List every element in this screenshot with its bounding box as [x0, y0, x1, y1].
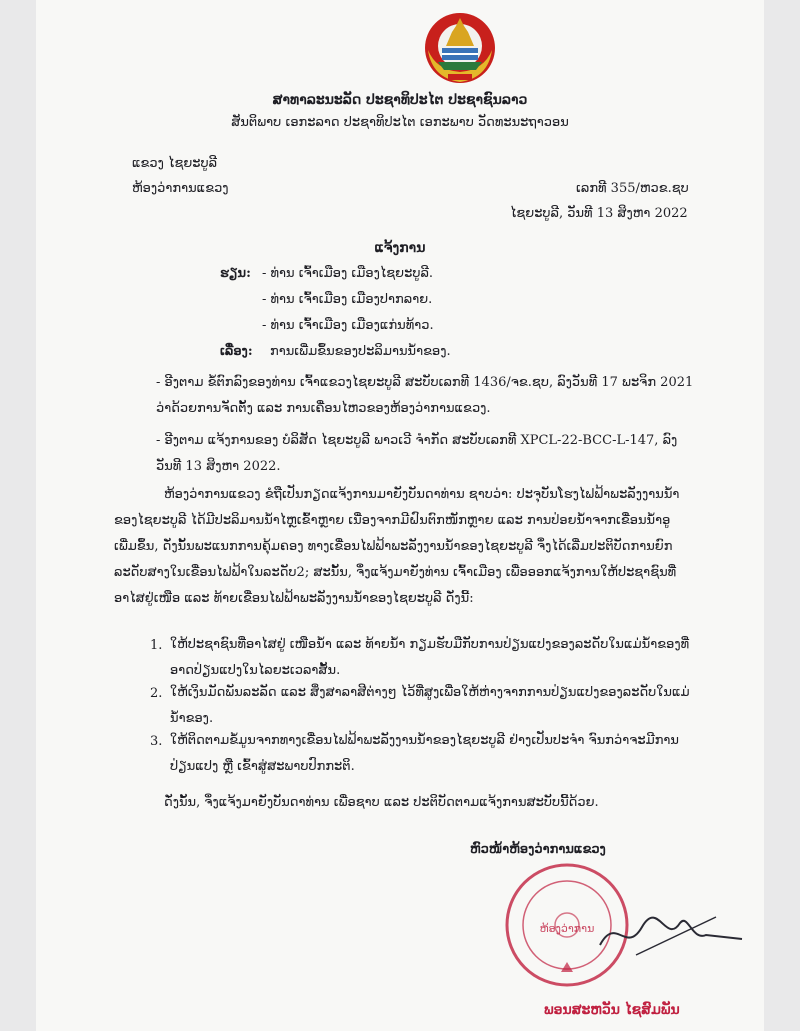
country-name: ສາທາລະນະລັດ ປະຊາທິປະໄຕ ປະຊາຊົນລາວ [272, 92, 528, 108]
place-and-date: ໄຊຍະບູລີ, ວັນທີ 13 ສິງຫາ 2022 [510, 206, 688, 221]
recipient-item: - ທ່ານ ເຈົ້າເມືອງ ເມືອງປາກລາຍ. [262, 292, 433, 307]
closing-paragraph: ດັ່ງນັ້ນ, ຈຶ່ງແຈ້ງມາຍັງບັນດາທ່ານ ເພື່ອຊາບ ແລະ ປະຕິບັດຕາມແຈ້ງການສະບັບນີ້ດ້ວຍ. [164, 795, 599, 810]
document-title: ແຈ້ງການ [374, 240, 426, 256]
recipient-item: - ທ່ານ ເຈົ້າເມືອງ ເມືອງໄຊຍະບູລີ. [262, 266, 434, 281]
recipients-label: ຮຽນ: [220, 266, 251, 281]
reference-number: ເລກທີ 355/ຫວຂ.ຊບ [576, 181, 689, 196]
subject-label: ເລື່ອງ: [220, 344, 253, 359]
signatory-title: ຫົວໜ້າຫ້ອງວ່າການແຂວງ [470, 842, 606, 857]
national-emblem-icon [418, 8, 502, 86]
handwritten-signature-icon [596, 905, 746, 965]
instruction-text: ໃຫ້ປະຊາຊົນທີ່ອາໄສຢູ່ ເໜືອນ້ຳ ແລະ ທ້າຍນ້ຳ ກຽມຮັບມືກັບການປ່ຽນແປງຂອງລະດັບໃນແມ່ນ້ຳຂອງທີ່ອາດປ່ຽນແປງໃນໄລຍະເວລາສັ້ນ. [170, 637, 690, 678]
instruction-text: ໃຫ້ເງິນມັດພັນລະລັດ ແລະ ສິ່ງສາລາສີຕ່າງໆ ໄວ້ທີ່ສູງເພື່ອໃຫ້ຫ່າງຈາກການປ່ຽນແປງຂອງລະດັບໃນແມ່ນ້ຳຂອງ. [170, 685, 690, 726]
national-motto: ສັນຕິພາບ ເອກະລາດ ປະຊາທິປະໄຕ ເອກະພາບ ວັດທະນະຖາວອນ [231, 115, 569, 130]
reference-item: - ອີງຕາມ ແຈ້ງການຂອງ ບໍລິສັດ ໄຊຍະບູລີ ພາວເວີ ຈຳກັດ ສະບັບເລກທີ XPCL-22-BCC-L-147, ລົງວັນທີ 13 ສິງຫາ 2022. [156, 433, 678, 474]
document-page [36, 0, 764, 1031]
subject-text: ການເພີ່ມຂຶ້ນຂອງປະລິມານນ້ຳຂອງ. [270, 344, 451, 359]
issuer-province: ແຂວງ ໄຊຍະບູລີ [132, 156, 218, 171]
signer-name: ພອນສະຫວັນ ໄຊສົມພັນ [544, 1002, 680, 1018]
instruction-number: 2. [150, 686, 163, 701]
instruction-text: ໃຫ້ຕິດຕາມຂໍ້ມູນຈາກທາງເຂື່ອນໄຟຟ້າພະລັງງານນ້ຳຂອງໄຊຍະບູລີ ຢ່າງເປັນປະຈຳ ຈົນກວ່າຈະມີການປ່ຽນແປງ ຫຼື ເຂົ້າສູ່ສະພາບປົກກະຕິ. [170, 733, 679, 774]
issuer-office: ຫ້ອງວ່າການແຂວງ [132, 181, 229, 196]
reference-item: - ອີງຕາມ ຂໍ້ຕົກລົງຂອງທ່ານ ເຈົ້າແຂວງໄຊຍະບູລີ ສະບັບເລກທີ 1436/ຈຂ.ຊບ, ລົງວັນທີ 17 ພະຈິກ 2021 ວ່າດ້ວຍການຈັດຕັ້ງ ແລະ ການເຄື່ອນໄຫວຂອງຫ້ອງວ່າການແຂວງ. [156, 375, 694, 416]
instruction-number: 1. [150, 638, 163, 653]
body-paragraph: ຫ້ອງວ່າການແຂວງ ຂໍຖືເປັນກຽດແຈ້ງການມາຍັງບັນດາທ່ານ ຊາບວ່າ: ປະຈຸບັນໂຮງໄຟຟ້າພະລັງງານນ້ຳຂອງໄຊຍະບູລີ ໄດ້ມີປະລິມານນ້ຳໄຫຼເຂົ້າຫຼາຍ ເນື່ອງຈາກມີຝົນຕົກໜັກຫຼາຍ ແລະ ການປ່ອຍນ້ຳຈາກເຂື່ອນນ້ຳອູເພີ່ມຂຶ້ນ, ດັ່ງນັ້ນພະແນກການຄຸ້ມຄອງ ທາງເຂື່ອນໄຟຟ້າພະລັງງານນ້ຳຂອງໄຊຍະບູລີ ຈຶ່ງໄດ້ເລີ່ມປະຕິບັດການຍົກລະດັບສາງໃນເຂື່ອນໄຟຟ້າໃນລະດັບ2; ສະນັ້ນ, ຈຶ່ງແຈ້ງມາຍັງທ່ານ ເຈົ້າເມືອງ ເພື່ອອອກແຈ້ງການໃຫ້ປະຊາຊົນທີ່ອາໄສຢູ່ເໜືອ ແລະ ທ້າຍເຂື່ອນໄຟຟ້າພະລັງງານນ້ຳຂອງໄຊຍະບູລີ ດັ່ງນີ້: [114, 487, 680, 606]
recipient-item: - ທ່ານ ເຈົ້າເມືອງ ເມືອງແກ່ນທ້າວ. [262, 318, 434, 333]
stamp-text: ຫ້ອງວ່າການ [539, 922, 595, 935]
instruction-number: 3. [150, 734, 163, 749]
